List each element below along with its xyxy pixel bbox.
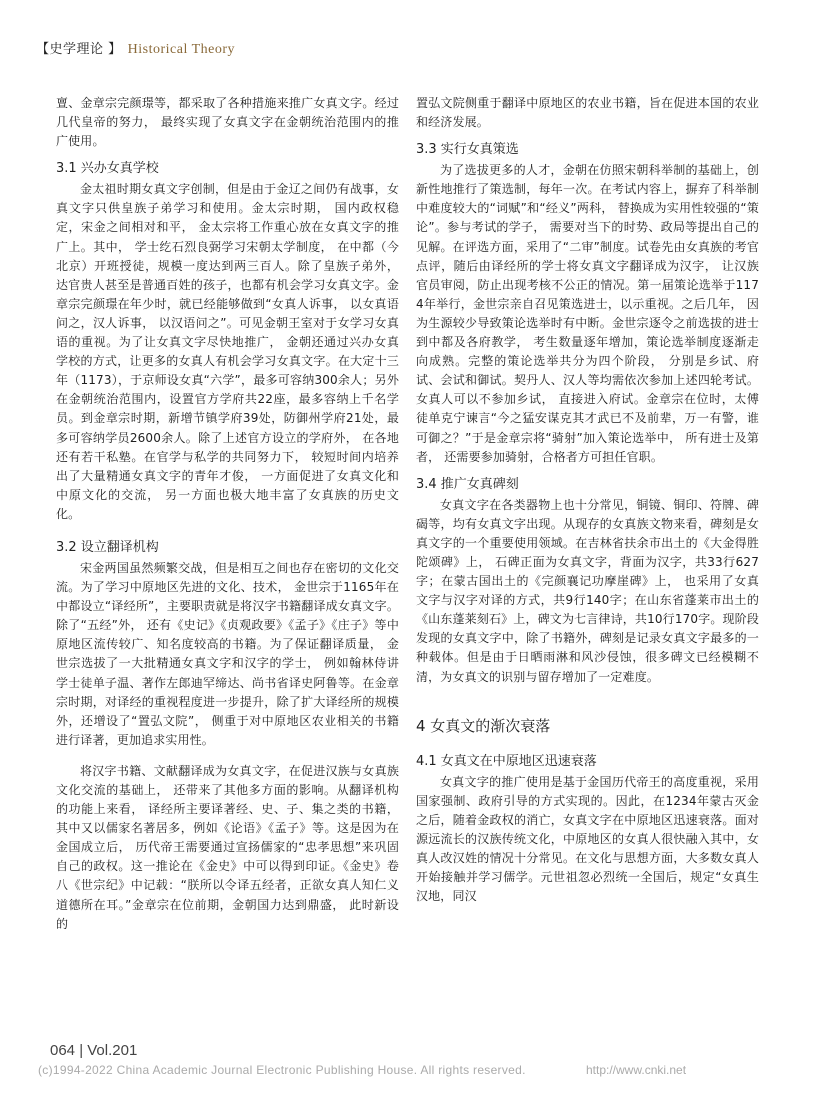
section-heading-3-2: 3.2 设立翻译机构 [56, 539, 159, 555]
right-column [416, 94, 759, 906]
section-heading-4-1: 4.1 女真文在中原地区迅速衰落 [416, 753, 597, 769]
paragraph: 金太祖时期女真文字创制，但是由于金辽之间仍有战事，女真文字只供皇族子弟学习和使用。金太宗时期， 国内政权稳定，宋金之间相对和平， 金太宗将工作重心放在女真文字的推广上。其中， 学士纥石烈良弼学习宋朝太学制度， 在中都（今北京）开班授徒，规模一度达到两三百人。除了皇族子弟外， 达官贵人甚至是普通百姓的孩子，也都有机会学习女真文字。金章宗完颜璟在年少时，就已经能够做到“女真人诉事， 以女真语问之，汉人诉事， 以汉语问之”。可见金朝王室对于女学习女真语的重视。为了让女真文字尽快地推广， 金朝还通过兴办女真学校的方式，让更多的女真人有机会学习女真文字。在大定十三年（1173），于京师设女真“六学”，最多可容纳300余人；另外在金朝统治范围内，设置官方学府共22座，最多容纳上千名学员。到金章宗时期，新增节镇学府39处，防御州学府21处，最多可容纳学员2600余人。除了上述官方设立的学府外， 在各地还有若干私塾。在官学与私学的共同努力下， 较短时间内培养出了大量精通女真文字的青年才俊， 一方面促进了女真文化和中原文化的交流， 另一方面也极大地丰富了女真族的历史文化。 [56, 182, 399, 521]
journal-column-title: 【史学理论 】 [36, 42, 122, 57]
journal-header [36, 38, 235, 58]
journal-column-english: Historical Theory [127, 42, 236, 57]
paragraph: 置弘文院侧重于翻译中原地区的农业书籍，旨在促进本国的农业和经济发展。 [416, 96, 759, 130]
paragraph: 亶、金章宗完颜璟等，都采取了各种措施来推广女真文字。经过几代皇帝的努力， 最终实现了女真文字在金朝统治范围内的推广使用。 [56, 96, 399, 149]
section-heading-3-3: 3.3 实行女真策选 [416, 142, 519, 158]
section-heading-3-4: 3.4 推广女真碑刻 [416, 476, 519, 492]
paragraph: 女真文字在各类器物上也十分常见，铜镜、铜印、符牌、碑碣等，均有女真文字出现。从现存的女真族文物来看，碑刻是女真文字的一个重要使用领域。在吉林省扶余市出土的《大金得胜陀颂碑》上， 石碑正面为女真文字，背面为汉字，共33行627字；在蒙古国出土的《完颜襄记功摩崖碑》上， 也采用了女真文字与汉字对译的方式，共9行140字；在山东省蓬莱市出土的《山东蓬莱刻石》上，碑文为七言律诗，共10行170字。现阶段发现的女真文字中，除了书籍外，碑刻是记录女真文字最多的一种载体。但是由于日晒雨淋和风沙侵蚀，很多碑文已经模糊不清，为女真文的识别与留存增加了一定难度。 [416, 497, 759, 684]
section-heading-3-1: 3.1 兴办女真学校 [56, 161, 159, 177]
paragraph: 将汉字书籍、文献翻译成为女真文字，在促进汉族与女真族文化交流的基础上， 还带来了其他多方面的影响。从翻译机构的功能上来看， 译经所主要译著经、史、子、集之类的书籍，其中又以儒家名著居多，例如《论语》《孟子》等。这是因为在金国成立后， 历代帝王需要通过宣扬儒家的“忠孝思想”来巩固自己的政权。这一推论在《金史》中可以得到印证。《金史》卷八《世宗纪》中记载：“朕所以令译五经者，正欲女真人知仁义道德所在耳。”金章宗在位前期，金朝国力达到鼎盛， 此时新设的 [56, 763, 399, 931]
chapter-heading-4: 4 女真文的渐次衰落 [416, 716, 551, 735]
left-column [56, 94, 399, 934]
paragraph: 为了选拔更多的人才，金朝在仿照宋朝科举制的基础上，创新性地推行了策选制，每年一次。在考试内容上，摒弃了科举制中难度较大的“词赋”和“经义”两科， 替换成为实用性较强的“策论”。参与考试的学子， 需要对当下的时势、政局等提出自己的见解。在评选方面，采用了“二审”制度。试卷先由女真族的考官点评，随后由译经所的学士将女真文字翻译成为汉字， 让汉族官员审阅，防止出现考核不公正的情况。第一届策论选举于1174年举行，金世宗亲自召见策选进士，以示重视。之后几年， 因为生源较少导致策论选举时有中断。金世宗逐令之前选拔的进士到中都及各府教学， 考生数量逐年增加，策论选举制度逐渐走向成熟。完整的策论选举共分为四个阶段， 分别是乡试、府试、会试和御试。契丹人、汉人等均需依次参加上述四轮考试。女真人可以不参加乡试， 直接进入府试。金章宗在位时，太傅徒单克宁谏言“今之猛安谋克其才武已不及前辈，万一有警，谁可御之？”于是金章宗将“骑射”加入策论选举中， 所有进士及第者， 还需要参加骑射，合格者方可担任官职。 [416, 163, 759, 464]
page-number: 064 | Vol.201 [50, 1042, 138, 1059]
cnki-url: http://www.cnki.net [586, 1063, 687, 1077]
copyright-notice: (c)1994-2022 China Academic Journal Electronic Publishing House. All rights reserved. [38, 1063, 526, 1077]
paragraph: 女真文字的推广使用是基于金国历代帝王的高度重视，采用国家强制、政府引导的方式实现的。因此，在1234年蒙古灭金之后，随着金政权的消亡，女真文字在中原地区迅速衰落。面对源远流长的汉族传统文化，中原地区的女真人很快融入其中，女真人改汉姓的情况十分常见。在文化与思想方面，大多数女真人开始接触并学习儒学。元世祖忽必烈统一全国后，规定“女真生汉地，同汉 [416, 774, 759, 904]
paragraph: 宋金两国虽然频繁交战，但是相互之间也存在密切的文化交流。为了学习中原地区先进的文化、技术， 金世宗于1165年在中都设立“译经所”，主要职责就是将汉字书籍翻译成女真文字。除了“五经”外， 还有《史记》《贞观政要》《孟子》《庄子》等中原地区流传较广、知名度较高的书籍。为了保证翻译质量， 金世宗选拔了一大批精通女真文字和汉字的学士， 例如翰林侍讲学士徒单子温、著作左郎迪罕缔达、尚书省译史阿鲁等。在金章宗时期，对译经的重视程度进一步提升，除了扩大译经所的规模外，还增设了“置弘文院”， 侧重于对中原地区农业相关的书籍进行译著，更加追求实用性。 [56, 560, 399, 747]
